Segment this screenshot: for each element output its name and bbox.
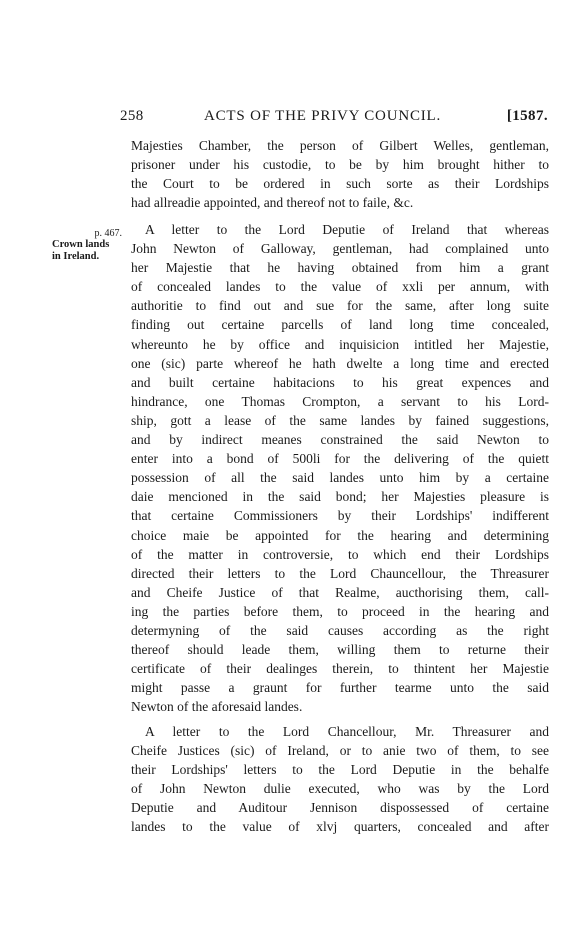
text-line: enter into a bond of 500li for the delivering of the quiett: [131, 451, 549, 467]
running-title: ACTS OF THE PRIVY COUNCIL.: [204, 108, 442, 124]
text-line: Cheife Justices (sic) of Ireland, or to anie two of them, to see: [131, 743, 549, 759]
text-line: had allreadie appointed, and thereof not to faile, &c.: [131, 195, 414, 211]
page-number: 258: [120, 108, 144, 124]
text-line: landes to the value of xlvj quarters, concealed and after: [131, 819, 549, 835]
margin-note-line: in Ireland.: [52, 251, 100, 262]
paragraph-2: [131, 220, 549, 716]
text-line: their Lordships' letters to the Lord Deputie in the behalfe: [131, 762, 549, 778]
margin-note: [52, 239, 128, 263]
text-line: choice maie be appointed for the hearing and determining: [131, 527, 549, 543]
text-line: and built certaine habitacions to his great expences and: [131, 374, 549, 390]
text-line: Newton of the aforesaid landes.: [131, 699, 303, 715]
text-line: hindrance, one Thomas Crompton, a servant to his Lord-: [131, 393, 549, 409]
text-line: ship, gott a lease of the same landes by fained suggestions,: [131, 412, 549, 428]
paragraph-1: [131, 136, 549, 212]
margin-page-reference: p. 467.: [94, 228, 122, 239]
text-line: determyning of the said causes according as the right: [131, 622, 549, 638]
text-line: might passe a graunt for further tearme unto the said: [131, 680, 549, 696]
text-line: directed their letters to the Lord Chauncellour, the Threasurer: [131, 565, 549, 581]
text-line: A letter to the Lord Deputie of Ireland that whereas: [145, 222, 549, 237]
text-line: daie mencioned in the said bond; her Majesties pleasure is: [131, 489, 549, 505]
text-line: of concealed landes to the value of xxli per annum, with: [131, 279, 549, 295]
text-line: of John Newton dulie executed, who was by the Lord: [131, 781, 549, 797]
text-line: John Newton of Galloway, gentleman, had complained unto: [131, 241, 549, 257]
text-line: ing the parties before them, to proceed in the hearing and: [131, 603, 549, 619]
text-line: authoritie to find out and sue for the same, after long suite: [131, 298, 549, 314]
text-line: thereof should leade them, willing them to returne their: [131, 642, 549, 658]
text-line: and Cheife Justice of that Realme, aucthorising them, call-: [131, 584, 549, 600]
text-line: of the matter in controversie, to which end their Lordships: [131, 546, 549, 562]
text-line: certificate of their dealinges therein, to thintent her Majestie: [131, 661, 549, 677]
text-line: her Majestie that he having obtained from him a grant: [131, 260, 549, 276]
text-line: one (sic) parte whereof he hath dwelte a long time and erected: [131, 355, 549, 371]
paragraph-3: [131, 722, 549, 837]
text-line: Majesties Chamber, the person of Gilbert Welles, gentleman,: [131, 138, 549, 153]
text-line: finding out certaine parcells of land long time concealed,: [131, 317, 549, 333]
text-line: possession of all the said landes unto him by a certaine: [131, 470, 549, 486]
text-line: Deputie and Auditour Jennison dispossessed of certaine: [131, 800, 549, 816]
text-line: whereunto he by office and inquisicion intitled her Majestie,: [131, 336, 549, 352]
running-header: [120, 108, 548, 130]
text-line: prisoner under his custodie, to be by him brought hither to: [131, 157, 549, 173]
text-line: that certaine Commissioners by their Lordships' indifferent: [131, 508, 549, 524]
text-line: the Court to be ordered in such sorte as their Lordships: [131, 176, 549, 192]
margin-note-line: Crown lands: [52, 239, 110, 250]
text-line: and by indirect meanes constrained the said Newton to: [131, 432, 549, 448]
year-marker: [1587.: [506, 108, 548, 124]
text-line: A letter to the Lord Chancellour, Mr. Threasurer and: [145, 724, 549, 739]
